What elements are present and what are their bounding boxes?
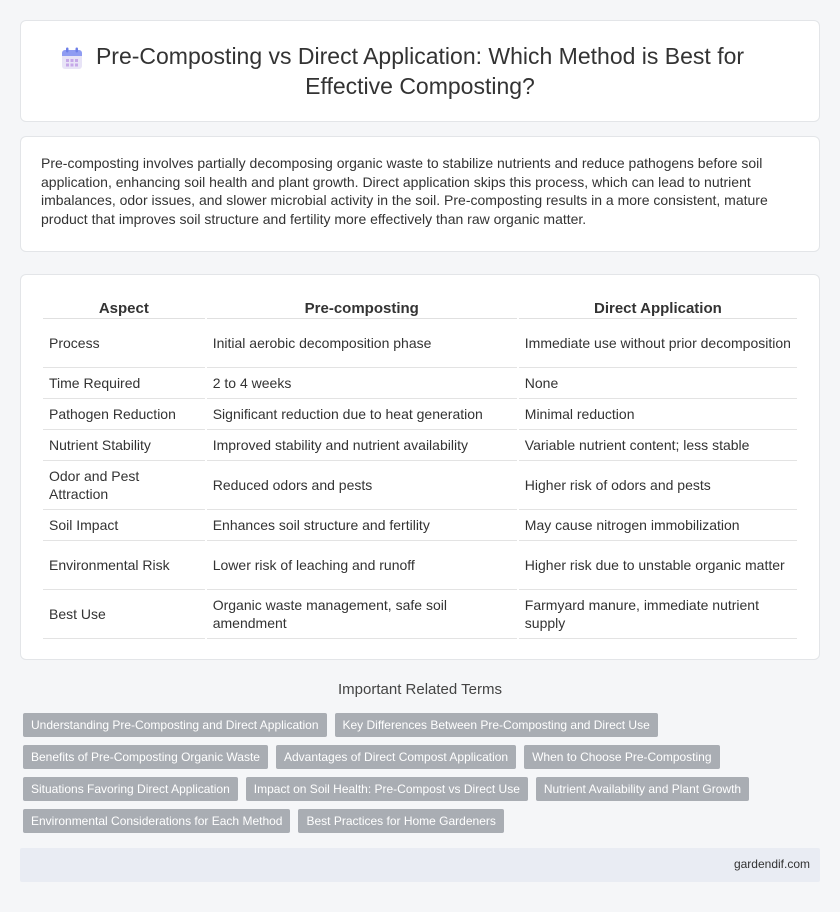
table-cell-aspect: Odor and Pest Attraction	[43, 461, 205, 510]
table-row	[43, 319, 797, 368]
column-header-pre-composting: Pre-composting	[207, 297, 517, 319]
intro-paragraph: Pre-composting involves partially decomposing organic waste to stabilize nutrients and reduce pathogens before soil application, enhancing soil health and plant growth. Direct application skips this process, which can lead to nutrient imbalances, odor issues, and slower microbial activity in the soil. Pre-composting results in a more consistent, mature product that improves soil structure and fertility more effectively than raw organic matter.	[41, 155, 768, 227]
table-cell-direct-application: Minimal reduction	[519, 399, 797, 430]
table-cell-aspect: Process	[43, 319, 205, 368]
table-cell-aspect: Soil Impact	[43, 510, 205, 541]
table-cell-direct-application: Higher risk due to unstable organic matter	[519, 541, 797, 590]
intro-card	[20, 136, 820, 252]
table-cell-direct-application: Immediate use without prior decomposition	[519, 319, 797, 368]
table-cell-direct-application: Higher risk of odors and pests	[519, 461, 797, 510]
table-cell-aspect: Environmental Risk	[43, 541, 205, 590]
table-cell-pre-composting: Enhances soil structure and fertility	[207, 510, 517, 541]
related-term-tag[interactable]: Key Differences Between Pre-Composting and Direct Use	[335, 713, 658, 737]
table-cell-pre-composting: Lower risk of leaching and runoff	[207, 541, 517, 590]
table-cell-pre-composting: Significant reduction due to heat generation	[207, 399, 517, 430]
related-term-tag[interactable]: Understanding Pre-Composting and Direct Application	[23, 713, 327, 737]
related-term-tag[interactable]: Situations Favoring Direct Application	[23, 777, 238, 801]
table-row	[43, 430, 797, 461]
related-term-tag[interactable]: Nutrient Availability and Plant Growth	[536, 777, 749, 801]
table-cell-pre-composting: Initial aerobic decomposition phase	[207, 319, 517, 368]
table-row	[43, 461, 797, 510]
table-cell-aspect: Best Use	[43, 590, 205, 639]
comparison-table	[41, 297, 799, 639]
table-cell-pre-composting: Organic waste management, safe soil amendment	[207, 590, 517, 639]
table-row	[43, 399, 797, 430]
related-terms-title: Important Related Terms	[338, 681, 502, 698]
table-header-row	[43, 297, 797, 319]
header-card	[20, 20, 820, 122]
column-header-direct-application: Direct Application	[519, 297, 797, 319]
table-cell-aspect: Pathogen Reduction	[43, 399, 205, 430]
related-term-tag[interactable]: Environmental Considerations for Each Method	[23, 809, 290, 833]
related-term-tag[interactable]: Benefits of Pre-Composting Organic Waste	[23, 745, 268, 769]
table-cell-pre-composting: Improved stability and nutrient availability	[207, 430, 517, 461]
related-term-tag[interactable]: Advantages of Direct Compost Application	[276, 745, 516, 769]
related-terms-list	[23, 713, 783, 841]
related-term-tag[interactable]: Impact on Soil Health: Pre-Compost vs Direct Use	[246, 777, 528, 801]
table-cell-pre-composting: Reduced odors and pests	[207, 461, 517, 510]
table-row	[43, 590, 797, 639]
related-term-tag[interactable]: Best Practices for Home Gardeners	[298, 809, 503, 833]
table-row	[43, 510, 797, 541]
table-cell-pre-composting: 2 to 4 weeks	[207, 368, 517, 399]
footer-site-link[interactable]: gardendif.com	[733, 857, 810, 871]
table-cell-direct-application: May cause nitrogen immobilization	[519, 510, 797, 541]
table-cell-direct-application: Farmyard manure, immediate nutrient supply	[519, 590, 797, 639]
table-row	[43, 368, 797, 399]
related-term-tag[interactable]: When to Choose Pre-Composting	[524, 745, 719, 769]
table-cell-direct-application: None	[519, 368, 797, 399]
column-header-aspect: Aspect	[43, 297, 205, 319]
comparison-card	[20, 274, 820, 660]
table-row	[43, 541, 797, 590]
table-cell-aspect: Time Required	[43, 368, 205, 399]
table-cell-aspect: Nutrient Stability	[43, 430, 205, 461]
footer	[20, 848, 820, 882]
table-cell-direct-application: Variable nutrient content; less stable	[519, 430, 797, 461]
page-title: Pre-Composting vs Direct Application: Which Method is Best for Effective Composting?	[95, 43, 745, 99]
